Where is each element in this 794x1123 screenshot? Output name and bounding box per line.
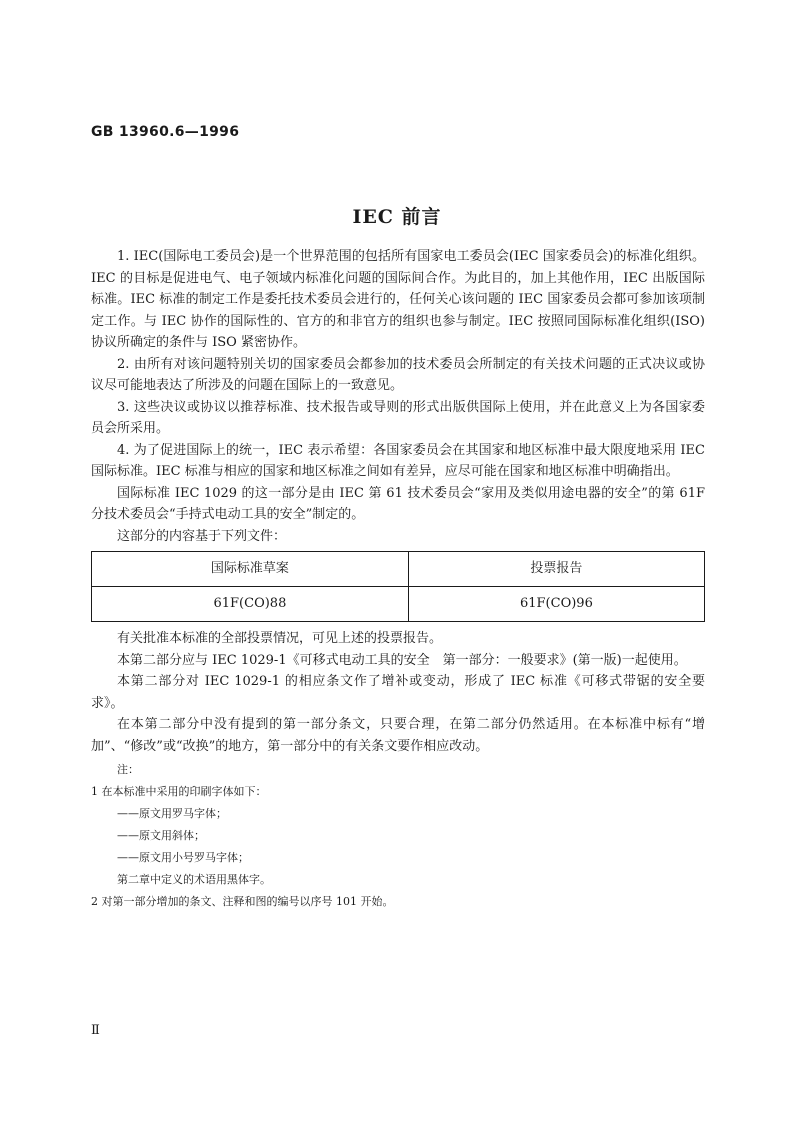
- page-title: IEC 前言: [352, 206, 442, 228]
- notes-label: 注：: [117, 763, 139, 776]
- table-cell-voting-report: 61F(CO)96: [408, 587, 704, 622]
- note-1-sub-item: ——原文用罗马字体；: [117, 807, 227, 820]
- paragraph-documents-intro: 这部分的内容基于下列文件：: [117, 528, 287, 544]
- note-1-sub-item: ——原文用小号罗马字体；: [117, 851, 249, 864]
- paragraph-committee: 国际标准 IEC 1029 的这一部分是由 IEC 第 61 技术委员会“家用及类似用途电器的安全”的第 61F 分技术委员会“手持式电动工具的安全”制定的。: [91, 485, 705, 522]
- table-cell-dis: 61F(CO)88: [92, 587, 409, 622]
- paragraph-voting: 有关批准本标准的全部投票情况，可见上述的投票报告。: [117, 631, 443, 646]
- note-1-sub-item: ——原文用斜体；: [117, 829, 205, 842]
- notes-section: [91, 759, 705, 913]
- standard-number: GB 13960.6—1996: [91, 124, 240, 140]
- note-2: 2 对第一部分增加的条文、注释和图的编号以序号 101 开始。: [91, 895, 394, 908]
- table-row: [92, 587, 705, 622]
- paragraph-supplements: 本第二部分对 IEC 1029-1 的相应条文作了增补或变动，形成了 IEC 标准《可移式带锯的安全要求》。: [91, 674, 705, 711]
- paragraph-3: 3. 这些决议或协议以推荐标准、技术报告或导则的形式出版供国际上使用，并在此意义上为各国家委员会所采用。: [91, 399, 705, 436]
- paragraph-applicability: 在本第二部分中没有提到的第一部分条文，只要合理，在第二部分仍然适用。在本标准中标有“增加”、“修改”或“改换”的地方，第一部分中的有关条文要作相应改动。: [91, 717, 705, 754]
- paragraph-4: 4. 为了促进国际上的统一，IEC 表示希望：各国家委员会在其国家和地区标准中最大限度地采用 IEC 国际标准。IEC 标准与相应的国家和地区标准之间如有差异，应尽可能在国家和地区标准中明确指出。: [91, 442, 705, 479]
- paragraph-use-with-part1: 本第二部分应与 IEC 1029-1《可移式电动工具的安全 第一部分：一般要求》(第一版)一起使用。: [117, 652, 687, 668]
- table-header-row: [92, 552, 705, 587]
- foreword-content: [91, 246, 705, 913]
- documents-table: [91, 551, 705, 622]
- table-header-voting-report: 投票报告: [408, 552, 704, 587]
- table-header-dis: 国际标准草案: [92, 552, 409, 587]
- page-number: Ⅱ: [91, 1023, 100, 1038]
- note-1-chapter2: 第二章中定义的术语用黑体字。: [117, 873, 271, 886]
- paragraph-1: 1. IEC(国际电工委员会)是一个世界范围的包括所有国家电工委员会(IEC 国家委员会)的标准化组织。IEC 的目标是促进电气、电子领域内标准化问题的国际间合作。为此目的，加上其他作用，IEC 出版国际标准。IEC 标准的制定工作是委托技术委员会进行的，任何关心该问题的 IEC 国家委员会都可参加该项制定工作。与 IEC 协作的国际性的、官方的和非官方的组织也参与制定。IEC 按照同国际标准化组织(ISO)协议所确定的条件与 ISO 紧密协作。: [91, 249, 705, 350]
- note-1: 1 在本标准中采用的印刷字体如下：: [91, 785, 267, 798]
- paragraph-2: 2. 由所有对该问题特别关切的国家委员会都参加的技术委员会所制定的有关技术问题的正式决议或协议尽可能地表达了所涉及的问题在国际上的一致意见。: [91, 356, 705, 393]
